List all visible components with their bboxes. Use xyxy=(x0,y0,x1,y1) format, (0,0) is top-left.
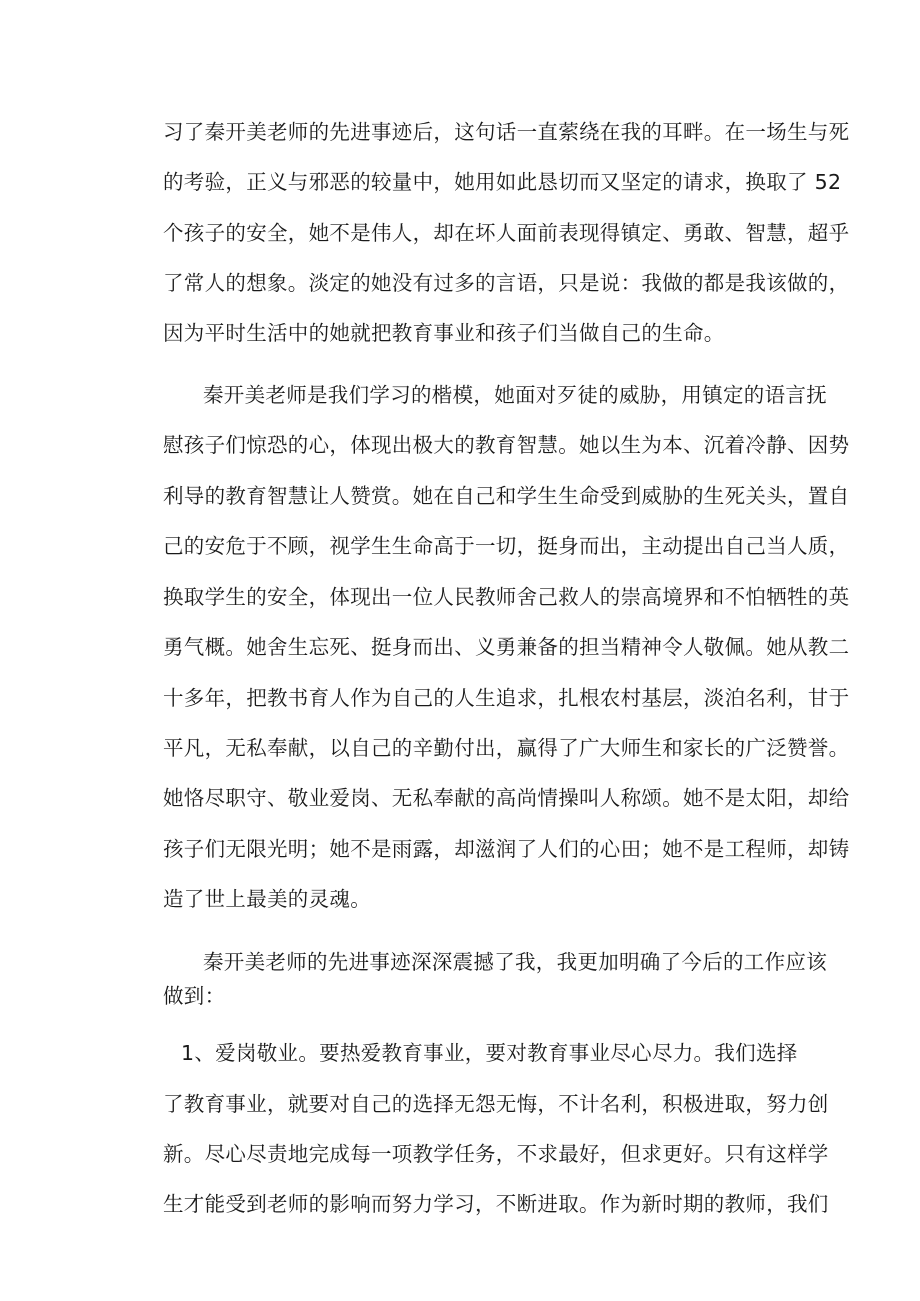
text-line: 造了世上最美的灵魂。 xyxy=(163,887,371,911)
text-line: 己的安危于不顾，视学生生命高于一切，挺身而出，主动提出自己当人质， xyxy=(163,534,850,558)
text-line: 的考验，正义与邪恶的较量中，她用如此恳切而又坚定的请求，换取了 52 xyxy=(163,170,842,194)
text-line: 习了秦开美老师的先进事迹后，这句话一直萦绕在我的耳畔。在一场生与死 xyxy=(163,120,850,144)
text-line: 做到： xyxy=(163,984,226,1008)
text-line: 孩子们无限光明；她不是雨露，却滋润了人们的心田；她不是工程师，却铸 xyxy=(163,837,850,861)
text-line: 利导的教育智慧让人赞赏。她在自己和学生生命受到威胁的生死关头，置自 xyxy=(163,484,850,508)
text-line: 1、爱岗敬业。要热爱教育事业，要对教育事业尽心尽力。我们选择 xyxy=(181,1041,798,1065)
text-line: 秦开美老师的先进事迹深深震撼了我，我更加明确了今后的工作应该 xyxy=(203,950,827,974)
text-line: 新。尽心尽责地完成每一项教学任务，不求最好，但求更好。只有这样学 xyxy=(163,1142,829,1166)
text-line: 了教育事业，就要对自己的选择无怨无悔，不计名利，积极进取，努力创 xyxy=(163,1092,829,1116)
text-line: 慰孩子们惊恐的心，体现出极大的教育智慧。她以生为本、沉着冷静、因势 xyxy=(163,433,850,457)
text-line: 平凡，无私奉献，以自己的辛勤付出，赢得了广大师生和家长的广泛赞誉。 xyxy=(163,736,850,760)
text-line: 秦开美老师是我们学习的楷模，她面对歹徒的威胁，用镇定的语言抚 xyxy=(203,383,827,407)
text-line: 勇气概。她舍生忘死、挺身而出、义勇兼备的担当精神令人敬佩。她从教二 xyxy=(163,635,850,659)
text-line: 她恪尽职守、敬业爱岗、无私奉献的高尚情操叫人称颂。她不是太阳，却给 xyxy=(163,786,850,810)
text-line: 因为平时生活中的她就把教育事业和孩子们当做自己的生命。 xyxy=(163,321,725,345)
text-line: 换取学生的安全，体现出一位人民教师舍己救人的崇高境界和不怕牺牲的英 xyxy=(163,585,850,609)
text-line: 十多年，把教书育人作为自己的人生追求，扎根农村基层，淡泊名利，甘于 xyxy=(163,686,850,710)
text-line: 个孩子的安全，她不是伟人，却在坏人面前表现得镇定、勇敢、智慧，超乎 xyxy=(163,221,850,245)
text-line: 生才能受到老师的影响而努力学习，不断进取。作为新时期的教师，我们 xyxy=(163,1192,829,1216)
text-line: 了常人的想象。淡定的她没有过多的言语，只是说：我做的都是我该做的， xyxy=(163,271,850,295)
